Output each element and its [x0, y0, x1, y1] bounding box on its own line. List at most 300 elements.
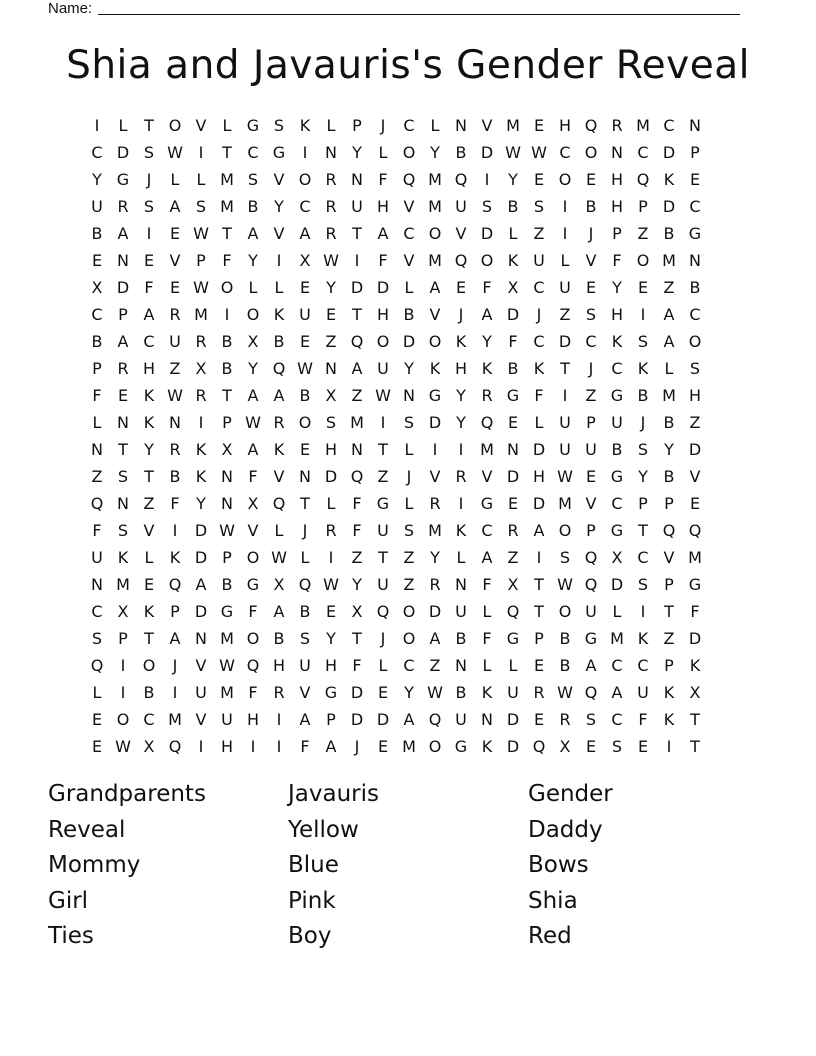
- grid-letter: D: [428, 413, 442, 432]
- grid-letter: E: [143, 251, 155, 270]
- grid-letter: S: [91, 629, 103, 648]
- grid-letter: M: [428, 251, 442, 270]
- grid-letter: L: [170, 170, 180, 189]
- grid-letter: Q: [584, 683, 598, 702]
- grid-letter: E: [299, 278, 311, 297]
- grid-letter: C: [533, 278, 545, 297]
- grid-letter: K: [611, 332, 623, 351]
- grid-letter: S: [481, 197, 493, 216]
- grid-letter: G: [324, 683, 338, 702]
- grid-letter: M: [662, 251, 676, 270]
- grid-letter: O: [402, 602, 416, 621]
- grid-letter: A: [143, 305, 155, 324]
- grid-letter: V: [273, 170, 285, 189]
- grid-row: [84, 706, 708, 733]
- grid-letter: J: [380, 629, 386, 648]
- grid-letter: S: [403, 413, 415, 432]
- grid-letter: U: [377, 521, 389, 540]
- grid-letter: J: [458, 305, 464, 324]
- grid-letter: U: [455, 710, 467, 729]
- grid-row: [84, 463, 708, 490]
- grid-letter: U: [377, 359, 389, 378]
- grid-letter: K: [663, 710, 675, 729]
- grid-letter: T: [300, 494, 310, 513]
- grid-letter: L: [92, 413, 102, 432]
- grid-letter: X: [247, 494, 259, 513]
- grid-letter: N: [481, 710, 493, 729]
- word-list-item: Reveal: [48, 816, 126, 843]
- grid-letter: D: [350, 278, 364, 297]
- grid-letter: O: [428, 737, 442, 756]
- grid-letter: H: [324, 656, 338, 675]
- grid-letter: O: [636, 251, 650, 270]
- grid-letter: U: [195, 683, 207, 702]
- grid-letter: E: [91, 710, 103, 729]
- grid-letter: B: [689, 278, 701, 297]
- grid-letter: N: [351, 170, 363, 189]
- grid-letter: D: [506, 467, 520, 486]
- grid-letter: F: [482, 278, 492, 297]
- grid-letter: V: [663, 548, 675, 567]
- grid-letter: R: [559, 710, 571, 729]
- grid-letter: F: [352, 494, 362, 513]
- grid-letter: T: [222, 143, 232, 162]
- grid-letter: M: [220, 197, 234, 216]
- grid-letter: E: [169, 278, 181, 297]
- grid-letter: E: [377, 683, 389, 702]
- grid-letter: I: [198, 737, 204, 756]
- grid-letter: D: [116, 143, 130, 162]
- grid-letter: V: [481, 467, 493, 486]
- grid-letter: L: [482, 602, 492, 621]
- grid-letter: V: [195, 656, 207, 675]
- grid-letter: A: [663, 305, 675, 324]
- grid-letter: U: [91, 197, 103, 216]
- grid-letter: R: [117, 359, 129, 378]
- grid-letter: S: [403, 521, 415, 540]
- grid-letter: B: [559, 656, 571, 675]
- grid-letter: C: [403, 656, 415, 675]
- grid-letter: I: [198, 413, 204, 432]
- grid-letter: X: [351, 602, 363, 621]
- grid-letter: B: [559, 629, 571, 648]
- word-list: [48, 776, 768, 954]
- grid-letter: P: [92, 359, 102, 378]
- grid-letter: E: [377, 737, 389, 756]
- grid-letter: I: [250, 737, 256, 756]
- grid-letter: S: [195, 197, 207, 216]
- grid-letter: G: [506, 386, 520, 405]
- grid-letter: D: [688, 629, 702, 648]
- grid-letter: C: [637, 656, 649, 675]
- grid-letter: W: [115, 737, 131, 756]
- grid-letter: C: [559, 143, 571, 162]
- grid-letter: V: [585, 251, 597, 270]
- grid-letter: O: [688, 332, 702, 351]
- grid-letter: P: [586, 521, 596, 540]
- grid-letter: T: [534, 575, 544, 594]
- grid-letter: N: [325, 143, 337, 162]
- grid-letter: E: [507, 494, 519, 513]
- grid-letter: O: [298, 170, 312, 189]
- grid-letter: H: [324, 440, 338, 459]
- grid-letter: T: [378, 548, 388, 567]
- grid-letter: A: [299, 224, 311, 243]
- grid-letter: S: [559, 548, 571, 567]
- grid-letter: N: [195, 629, 207, 648]
- grid-letter: P: [638, 197, 648, 216]
- grid-letter: T: [144, 116, 154, 135]
- grid-letter: T: [352, 224, 362, 243]
- grid-letter: T: [690, 737, 700, 756]
- grid-letter: T: [560, 359, 570, 378]
- grid-letter: Y: [352, 143, 362, 162]
- grid-letter: O: [220, 278, 234, 297]
- grid-letter: J: [640, 413, 646, 432]
- grid-letter: A: [429, 278, 441, 297]
- grid-letter: F: [690, 602, 700, 621]
- grid-letter: B: [663, 413, 675, 432]
- grid-letter: K: [195, 467, 207, 486]
- grid-letter: P: [586, 413, 596, 432]
- grid-letter: V: [273, 467, 285, 486]
- grid-letter: A: [273, 602, 285, 621]
- grid-letter: L: [482, 656, 492, 675]
- grid-letter: B: [91, 224, 103, 243]
- grid-letter: E: [143, 575, 155, 594]
- grid-letter: F: [92, 386, 102, 405]
- grid-letter: K: [507, 251, 519, 270]
- grid-letter: B: [273, 332, 285, 351]
- grid-letter: Y: [326, 278, 336, 297]
- grid-letter: E: [91, 251, 103, 270]
- grid-letter: M: [558, 494, 572, 513]
- grid-letter: S: [689, 359, 701, 378]
- grid-letter: P: [326, 710, 336, 729]
- grid-letter: W: [505, 143, 521, 162]
- grid-letter: A: [403, 710, 415, 729]
- grid-letter: N: [117, 251, 129, 270]
- grid-letter: C: [403, 116, 415, 135]
- grid-letter: J: [588, 359, 594, 378]
- grid-letter: E: [299, 332, 311, 351]
- grid-letter: U: [169, 332, 181, 351]
- grid-row: [84, 436, 708, 463]
- grid-letter: H: [454, 359, 468, 378]
- grid-letter: F: [92, 521, 102, 540]
- grid-letter: C: [611, 494, 623, 513]
- grid-letter: L: [144, 548, 154, 567]
- grid-letter: A: [247, 440, 259, 459]
- grid-letter: B: [663, 467, 675, 486]
- grid-letter: K: [429, 359, 441, 378]
- grid-letter: W: [167, 386, 183, 405]
- grid-letter: B: [143, 683, 155, 702]
- grid-letter: I: [458, 440, 464, 459]
- grid-letter: Y: [612, 278, 622, 297]
- grid-letter: M: [428, 170, 442, 189]
- grid-letter: Y: [196, 494, 206, 513]
- grid-letter: U: [559, 278, 571, 297]
- grid-letter: Z: [663, 629, 675, 648]
- grid-letter: H: [220, 737, 234, 756]
- grid-letter: F: [378, 251, 388, 270]
- grid-row: [84, 355, 708, 382]
- grid-letter: Q: [350, 332, 364, 351]
- grid-letter: T: [690, 710, 700, 729]
- grid-letter: I: [562, 197, 568, 216]
- grid-letter: G: [116, 170, 130, 189]
- grid-letter: F: [248, 467, 258, 486]
- grid-letter: Z: [585, 386, 597, 405]
- grid-letter: J: [536, 305, 542, 324]
- grid-letter: A: [611, 683, 623, 702]
- grid-letter: G: [220, 602, 234, 621]
- word-list-item: Daddy: [528, 816, 603, 843]
- grid-letter: Q: [428, 710, 442, 729]
- grid-letter: D: [610, 575, 624, 594]
- grid-letter: W: [557, 683, 573, 702]
- word-list-item: Shia: [528, 887, 578, 914]
- grid-letter: D: [194, 602, 208, 621]
- grid-letter: V: [299, 683, 311, 702]
- grid-letter: G: [610, 467, 624, 486]
- grid-letter: P: [118, 629, 128, 648]
- grid-letter: B: [169, 467, 181, 486]
- grid-letter: K: [689, 656, 701, 675]
- grid-letter: P: [612, 224, 622, 243]
- grid-letter: S: [585, 305, 597, 324]
- grid-letter: L: [196, 170, 206, 189]
- grid-letter: T: [144, 467, 154, 486]
- grid-letter: I: [640, 305, 646, 324]
- grid-letter: B: [611, 440, 623, 459]
- grid-letter: Q: [168, 575, 182, 594]
- grid-letter: C: [247, 143, 259, 162]
- grid-letter: Q: [90, 494, 104, 513]
- grid-letter: O: [142, 656, 156, 675]
- grid-letter: Y: [482, 332, 492, 351]
- grid-letter: K: [143, 386, 155, 405]
- grid-letter: U: [559, 413, 571, 432]
- grid-letter: W: [375, 386, 391, 405]
- grid-letter: C: [637, 143, 649, 162]
- grid-row: [84, 328, 708, 355]
- grid-letter: X: [325, 386, 337, 405]
- grid-letter: L: [222, 116, 232, 135]
- grid-letter: G: [584, 629, 598, 648]
- grid-letter: U: [221, 710, 233, 729]
- grid-letter: B: [273, 629, 285, 648]
- grid-letter: W: [193, 278, 209, 297]
- grid-letter: N: [221, 467, 233, 486]
- grid-letter: O: [116, 710, 130, 729]
- grid-letter: L: [664, 359, 674, 378]
- grid-letter: X: [611, 548, 623, 567]
- grid-letter: B: [663, 224, 675, 243]
- grid-letter: U: [455, 602, 467, 621]
- grid-letter: R: [325, 197, 337, 216]
- grid-letter: L: [378, 143, 388, 162]
- grid-letter: K: [637, 359, 649, 378]
- grid-letter: O: [428, 332, 442, 351]
- grid-row: [84, 544, 708, 571]
- grid-letter: A: [533, 521, 545, 540]
- grid-letter: Z: [689, 413, 701, 432]
- grid-letter: C: [585, 332, 597, 351]
- grid-row: [84, 652, 708, 679]
- grid-letter: D: [506, 710, 520, 729]
- grid-letter: V: [403, 251, 415, 270]
- grid-letter: K: [143, 413, 155, 432]
- grid-letter: Q: [662, 521, 676, 540]
- grid-letter: C: [663, 116, 675, 135]
- grid-letter: M: [506, 116, 520, 135]
- grid-letter: L: [508, 224, 518, 243]
- grid-letter: K: [169, 548, 181, 567]
- grid-letter: P: [196, 251, 206, 270]
- grid-letter: W: [557, 575, 573, 594]
- grid-letter: D: [350, 683, 364, 702]
- grid-letter: V: [247, 521, 259, 540]
- grid-letter: E: [325, 305, 337, 324]
- grid-letter: I: [562, 386, 568, 405]
- grid-letter: Z: [91, 467, 103, 486]
- grid-letter: P: [118, 305, 128, 324]
- grid-letter: A: [585, 656, 597, 675]
- grid-letter: J: [406, 467, 412, 486]
- grid-letter: E: [533, 710, 545, 729]
- grid-letter: L: [118, 116, 128, 135]
- grid-letter: L: [378, 656, 388, 675]
- grid-row: [84, 382, 708, 409]
- grid-letter: D: [402, 332, 416, 351]
- grid-letter: Y: [430, 143, 440, 162]
- grid-letter: R: [325, 224, 337, 243]
- grid-letter: F: [144, 278, 154, 297]
- grid-letter: R: [273, 413, 285, 432]
- grid-letter: D: [376, 278, 390, 297]
- grid-letter: U: [585, 440, 597, 459]
- grid-letter: K: [273, 305, 285, 324]
- grid-letter: Z: [403, 575, 415, 594]
- grid-letter: U: [637, 683, 649, 702]
- grid-letter: M: [220, 683, 234, 702]
- grid-letter: S: [325, 413, 337, 432]
- grid-letter: O: [402, 143, 416, 162]
- grid-letter: I: [146, 224, 152, 243]
- grid-letter: G: [506, 629, 520, 648]
- grid-letter: S: [585, 710, 597, 729]
- grid-letter: J: [354, 737, 360, 756]
- word-list-item: Bows: [528, 852, 589, 878]
- grid-letter: R: [429, 575, 441, 594]
- grid-letter: L: [326, 116, 336, 135]
- grid-letter: Q: [246, 656, 260, 675]
- grid-letter: X: [117, 602, 129, 621]
- grid-letter: E: [455, 278, 467, 297]
- grid-letter: N: [91, 440, 103, 459]
- grid-letter: A: [169, 197, 181, 216]
- grid-letter: S: [637, 332, 649, 351]
- grid-letter: V: [143, 521, 155, 540]
- grid-letter: H: [610, 305, 624, 324]
- grid-letter: A: [481, 305, 493, 324]
- grid-letter: T: [222, 386, 232, 405]
- grid-letter: C: [403, 224, 415, 243]
- grid-letter: Z: [143, 494, 155, 513]
- grid-letter: I: [380, 413, 386, 432]
- grid-letter: F: [378, 170, 388, 189]
- grid-letter: V: [195, 710, 207, 729]
- grid-letter: B: [299, 386, 311, 405]
- grid-letter: U: [91, 548, 103, 567]
- grid-letter: G: [376, 494, 390, 513]
- grid-letter: O: [246, 305, 260, 324]
- grid-letter: O: [558, 602, 572, 621]
- word-list-item: Pink: [288, 887, 336, 914]
- grid-letter: Z: [403, 548, 415, 567]
- grid-letter: B: [637, 386, 649, 405]
- grid-letter: L: [326, 494, 336, 513]
- grid-letter: N: [403, 386, 415, 405]
- grid-letter: P: [170, 602, 180, 621]
- grid-letter: D: [558, 332, 572, 351]
- grid-letter: U: [559, 440, 571, 459]
- grid-letter: K: [663, 170, 675, 189]
- grid-letter: N: [325, 359, 337, 378]
- grid-letter: L: [248, 278, 258, 297]
- grid-letter: Y: [404, 359, 414, 378]
- grid-letter: V: [403, 197, 415, 216]
- grid-letter: O: [584, 143, 598, 162]
- grid-letter: B: [455, 143, 467, 162]
- grid-letter: J: [146, 170, 152, 189]
- grid-letter: A: [273, 386, 285, 405]
- grid-letter: D: [506, 305, 520, 324]
- grid-letter: C: [143, 332, 155, 351]
- grid-letter: P: [664, 575, 674, 594]
- grid-letter: I: [432, 440, 438, 459]
- grid-letter: O: [246, 629, 260, 648]
- grid-letter: Z: [507, 548, 519, 567]
- grid-letter: P: [352, 116, 362, 135]
- grid-letter: X: [273, 575, 285, 594]
- grid-letter: A: [117, 224, 129, 243]
- grid-letter: S: [143, 143, 155, 162]
- grid-letter: H: [688, 386, 702, 405]
- grid-letter: L: [534, 413, 544, 432]
- grid-letter: J: [588, 224, 594, 243]
- grid-letter: I: [354, 251, 360, 270]
- grid-letter: I: [484, 170, 490, 189]
- grid-letter: V: [429, 305, 441, 324]
- grid-letter: J: [380, 116, 386, 135]
- grid-letter: H: [610, 197, 624, 216]
- grid-letter: X: [247, 332, 259, 351]
- grid-letter: E: [689, 170, 701, 189]
- name-underline: [98, 0, 740, 15]
- grid-letter: Q: [376, 602, 390, 621]
- grid-letter: C: [91, 305, 103, 324]
- grid-letter: F: [482, 629, 492, 648]
- grid-letter: P: [222, 413, 232, 432]
- grid-letter: L: [274, 278, 284, 297]
- grid-letter: R: [481, 386, 493, 405]
- grid-letter: K: [195, 440, 207, 459]
- grid-letter: Q: [454, 170, 468, 189]
- grid-letter: K: [481, 359, 493, 378]
